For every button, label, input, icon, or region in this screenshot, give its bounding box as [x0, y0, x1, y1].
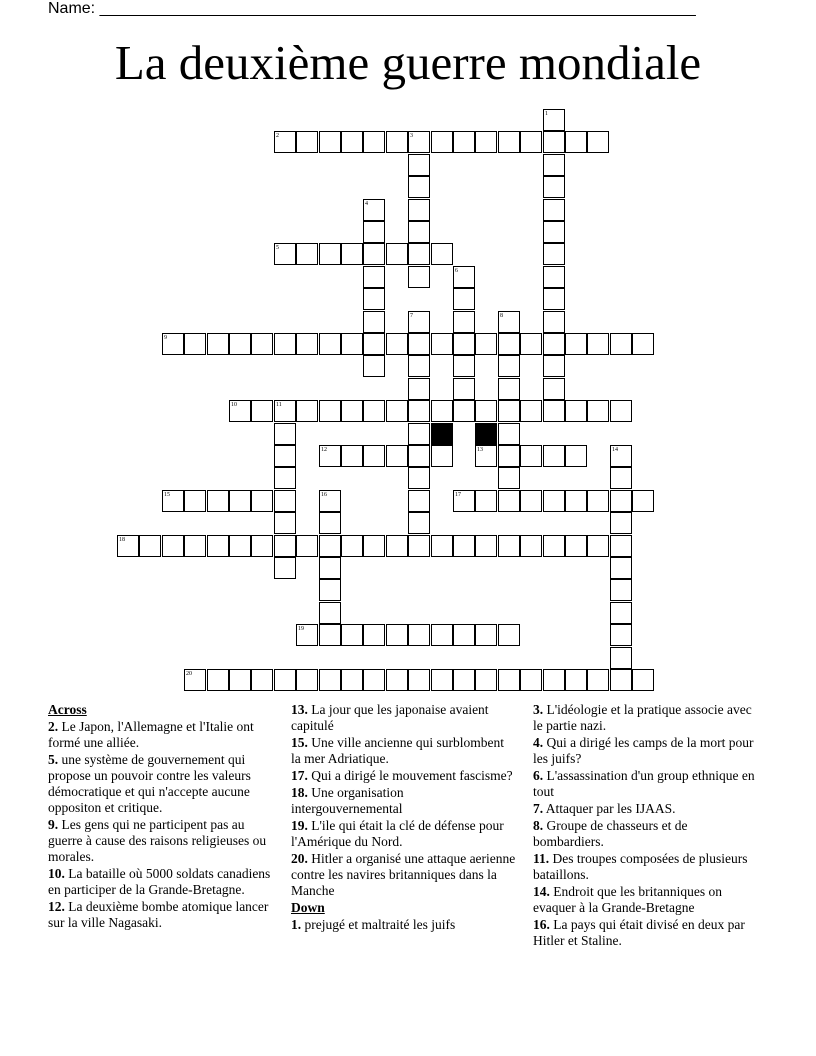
grid-cell[interactable]: [274, 467, 296, 489]
grid-cell[interactable]: [408, 221, 430, 243]
grid-cell[interactable]: [475, 669, 497, 691]
clue-number-17: 17: [455, 492, 461, 498]
grid-cell[interactable]: [341, 243, 363, 265]
grid-cell[interactable]: [610, 647, 632, 669]
grid-cell[interactable]: [610, 512, 632, 534]
across-clue-20: 20. Hitler a organisé une attaque aerienne contre les navires britanniques dans la Manche: [291, 851, 516, 898]
grid-cell[interactable]: [363, 243, 385, 265]
grid-cell[interactable]: [386, 400, 408, 422]
down-clue-3: 3. L'idéologie et la pratique associe avec le partie nazi.: [533, 702, 752, 733]
grid-cell[interactable]: [587, 333, 609, 355]
grid-cell[interactable]: [543, 288, 565, 310]
grid-cell[interactable]: [296, 243, 318, 265]
across-clue-9: 9. Les gens qui ne participent pas au guerre à cause des raisons religieuses ou morales.: [48, 817, 267, 864]
grid-cell[interactable]: [296, 535, 318, 557]
grid-cell[interactable]: [431, 333, 453, 355]
grid-cell[interactable]: [296, 669, 318, 691]
grid-cell[interactable]: [431, 131, 453, 153]
grid-cell[interactable]: [610, 669, 632, 691]
grid-cell[interactable]: [408, 423, 430, 445]
grid-cell[interactable]: [408, 154, 430, 176]
grid-cell[interactable]: [543, 221, 565, 243]
grid-cell[interactable]: [520, 400, 542, 422]
grid-cell[interactable]: [543, 669, 565, 691]
grid-cell[interactable]: [341, 535, 363, 557]
clues-column-3: [533, 702, 758, 950]
grid-cell[interactable]: [498, 378, 520, 400]
grid-cell[interactable]: [363, 535, 385, 557]
grid-cell[interactable]: [363, 221, 385, 243]
grid-cell[interactable]: [363, 669, 385, 691]
grid-cell[interactable]: [543, 333, 565, 355]
grid-cell[interactable]: [543, 176, 565, 198]
clue-number-7: 7: [410, 313, 413, 319]
grid-cell[interactable]: [498, 131, 520, 153]
clue-number-8: 8: [500, 313, 503, 319]
grid-cell[interactable]: [610, 624, 632, 646]
grid-cell[interactable]: [565, 535, 587, 557]
grid-cell[interactable]: [386, 669, 408, 691]
grid-cell[interactable]: [498, 490, 520, 512]
grid-cell[interactable]: [251, 669, 273, 691]
grid-cell[interactable]: [543, 154, 565, 176]
grid-cell[interactable]: [251, 490, 273, 512]
grid-cell[interactable]: [207, 669, 229, 691]
down-clue-4: 4. Qui a dirigé les camps de la mort pour les juifs?: [533, 735, 754, 766]
grid-cell[interactable]: [408, 378, 430, 400]
grid-cell[interactable]: [498, 423, 520, 445]
grid-cell[interactable]: [543, 535, 565, 557]
grid-cell[interactable]: [475, 624, 497, 646]
grid-cell[interactable]: [587, 669, 609, 691]
grid-cell[interactable]: [408, 176, 430, 198]
clue-number-9: 9: [164, 335, 167, 341]
grid-cell[interactable]: [319, 669, 341, 691]
grid-cell[interactable]: [319, 512, 341, 534]
grid-cell[interactable]: [207, 490, 229, 512]
grid-cell[interactable]: [319, 535, 341, 557]
across-clue-19: 19. L'ile qui était la clé de défense pour l'Amérique du Nord.: [291, 818, 504, 849]
across-clue-5: 5. une système de gouvernement qui propose un pouvoir contre les valeurs démocratique et qui n'accepte aucune oppositon et critique.: [48, 752, 251, 815]
grid-cell[interactable]: [520, 333, 542, 355]
black-square: [431, 423, 453, 445]
grid-cell[interactable]: [408, 535, 430, 557]
grid-cell[interactable]: [610, 535, 632, 557]
grid-cell[interactable]: [408, 243, 430, 265]
grid-cell[interactable]: [363, 266, 385, 288]
clue-number-16: 16: [321, 492, 327, 498]
grid-cell[interactable]: [453, 535, 475, 557]
grid-cell[interactable]: [543, 378, 565, 400]
grid-cell[interactable]: [543, 266, 565, 288]
grid-cell[interactable]: [274, 445, 296, 467]
down-clue-11: 11. Des troupes composées de plusieurs bataillons.: [533, 851, 748, 882]
grid-cell[interactable]: [543, 311, 565, 333]
grid-cell[interactable]: [498, 355, 520, 377]
grid-cell[interactable]: [386, 243, 408, 265]
down-clue-14: 14. Endroit que les britanniques on evaquer à la Grande-Bretagne: [533, 884, 722, 915]
grid-cell[interactable]: [408, 400, 430, 422]
grid-cell[interactable]: [453, 288, 475, 310]
grid-cell[interactable]: [565, 333, 587, 355]
grid-cell[interactable]: [207, 333, 229, 355]
grid-cell[interactable]: [319, 333, 341, 355]
grid-cell[interactable]: [341, 445, 363, 467]
grid-cell[interactable]: [319, 557, 341, 579]
grid-cell[interactable]: [543, 131, 565, 153]
grid-cell[interactable]: [475, 333, 497, 355]
grid-cell[interactable]: [274, 535, 296, 557]
across-clue-10: 10. La bataille où 5000 soldats canadiens en participer de la Grande-Bretagne.: [48, 866, 271, 897]
grid-cell[interactable]: [543, 490, 565, 512]
grid-cell[interactable]: [408, 490, 430, 512]
grid-cell[interactable]: [565, 400, 587, 422]
grid-cell[interactable]: [274, 333, 296, 355]
across-clue-18: 18. Une organisation intergouvernemental: [291, 785, 404, 816]
grid-cell[interactable]: [632, 490, 654, 512]
grid-cell[interactable]: [520, 490, 542, 512]
grid-cell[interactable]: [453, 131, 475, 153]
grid-cell[interactable]: [319, 602, 341, 624]
grid-cell[interactable]: [610, 400, 632, 422]
grid-cell[interactable]: [475, 490, 497, 512]
grid-cell[interactable]: [363, 355, 385, 377]
grid-cell[interactable]: [363, 624, 385, 646]
grid-cell[interactable]: [363, 311, 385, 333]
clue-number-18: 18: [119, 537, 125, 543]
grid-cell[interactable]: [408, 333, 430, 355]
across-clue-13: 13. La jour que les japonaise avaient capitulé: [291, 702, 489, 733]
down-clue-16: 16. La pays qui était divisé en deux par Hitler et Staline.: [533, 917, 745, 948]
grid-cell[interactable]: [274, 512, 296, 534]
clue-number-10: 10: [231, 402, 237, 408]
grid-cell[interactable]: [587, 535, 609, 557]
grid-cell[interactable]: [184, 490, 206, 512]
grid-cell[interactable]: [453, 669, 475, 691]
grid-cell[interactable]: [498, 467, 520, 489]
grid-cell[interactable]: [229, 669, 251, 691]
clue-number-14: 14: [612, 447, 618, 453]
grid-cell[interactable]: [632, 333, 654, 355]
grid-cell[interactable]: [520, 535, 542, 557]
grid-cell[interactable]: [251, 333, 273, 355]
grid-cell[interactable]: [453, 400, 475, 422]
grid-cell[interactable]: [543, 243, 565, 265]
grid-cell[interactable]: [319, 624, 341, 646]
grid-cell[interactable]: [543, 445, 565, 467]
grid-cell[interactable]: [296, 333, 318, 355]
grid-cell[interactable]: [341, 400, 363, 422]
grid-cell[interactable]: [498, 535, 520, 557]
clue-number-11: 11: [276, 402, 282, 408]
grid-cell[interactable]: [229, 535, 251, 557]
grid-cell[interactable]: [319, 243, 341, 265]
grid-cell[interactable]: [498, 669, 520, 691]
down-clue-8: 8. Groupe de chasseurs et de bombardiers.: [533, 818, 688, 849]
grid-cell[interactable]: [431, 624, 453, 646]
clue-number-13: 13: [477, 447, 483, 453]
grid-cell[interactable]: [408, 266, 430, 288]
grid-cell[interactable]: [543, 199, 565, 221]
grid-cell[interactable]: [319, 400, 341, 422]
grid-cell[interactable]: [453, 333, 475, 355]
grid-cell[interactable]: [632, 669, 654, 691]
grid-cell[interactable]: [431, 400, 453, 422]
clue-number-19: 19: [298, 626, 304, 632]
grid-cell[interactable]: [363, 400, 385, 422]
grid-cell[interactable]: [610, 333, 632, 355]
grid-cell[interactable]: [498, 400, 520, 422]
clue-number-20: 20: [186, 671, 192, 677]
grid-cell[interactable]: [587, 131, 609, 153]
grid-cell[interactable]: [363, 288, 385, 310]
grid-cell[interactable]: [587, 490, 609, 512]
grid-cell[interactable]: [431, 669, 453, 691]
across-header: Across: [48, 702, 87, 717]
grid-cell[interactable]: [408, 355, 430, 377]
down-clue-7: 7. Attaquer par les IJAAS.: [533, 801, 676, 816]
grid-cell[interactable]: [543, 400, 565, 422]
grid-cell[interactable]: [543, 355, 565, 377]
grid-cell[interactable]: [408, 669, 430, 691]
grid-cell[interactable]: [475, 131, 497, 153]
grid-cell[interactable]: [610, 602, 632, 624]
grid-cell[interactable]: [475, 535, 497, 557]
grid-cell[interactable]: [475, 400, 497, 422]
across-clue-17: 17. Qui a dirigé le mouvement fascisme?: [291, 768, 513, 783]
grid-cell[interactable]: [274, 423, 296, 445]
black-square: [475, 423, 497, 445]
grid-cell[interactable]: [610, 490, 632, 512]
grid-cell[interactable]: [498, 445, 520, 467]
clues-column-1: [48, 702, 273, 932]
grid-cell[interactable]: [296, 400, 318, 422]
grid-cell[interactable]: [184, 333, 206, 355]
across-clue-15: 15. Une ville ancienne qui surblombent la mer Adriatique.: [291, 735, 504, 766]
grid-cell[interactable]: [139, 535, 161, 557]
grid-cell[interactable]: [251, 535, 273, 557]
grid-cell[interactable]: [453, 378, 475, 400]
grid-cell[interactable]: [386, 131, 408, 153]
clue-number-15: 15: [164, 492, 170, 498]
grid-cell[interactable]: [453, 311, 475, 333]
clue-number-5: 5: [276, 245, 279, 251]
grid-cell[interactable]: [431, 243, 453, 265]
grid-cell[interactable]: [229, 490, 251, 512]
down-header: Down: [291, 900, 325, 915]
grid-cell[interactable]: [520, 131, 542, 153]
grid-cell[interactable]: [363, 131, 385, 153]
grid-cell[interactable]: [162, 535, 184, 557]
grid-cell[interactable]: [610, 579, 632, 601]
grid-cell[interactable]: [386, 624, 408, 646]
grid-cell[interactable]: [319, 131, 341, 153]
grid-cell[interactable]: [296, 131, 318, 153]
grid-cell[interactable]: [408, 512, 430, 534]
grid-cell[interactable]: [565, 669, 587, 691]
grid-cell[interactable]: [363, 333, 385, 355]
grid-cell[interactable]: [565, 131, 587, 153]
grid-cell[interactable]: [408, 467, 430, 489]
grid-cell[interactable]: [184, 535, 206, 557]
grid-cell[interactable]: [408, 624, 430, 646]
grid-cell[interactable]: [363, 445, 385, 467]
grid-cell[interactable]: [386, 535, 408, 557]
grid-cell[interactable]: [587, 400, 609, 422]
grid-cell[interactable]: [274, 557, 296, 579]
down-clue-6: 6. L'assassination d'un group ethnique en tout: [533, 768, 755, 799]
clues-column-2: [291, 702, 516, 934]
grid-cell[interactable]: [386, 445, 408, 467]
clue-number-1: 1: [545, 111, 548, 117]
grid-cell[interactable]: [341, 669, 363, 691]
grid-cell[interactable]: [408, 199, 430, 221]
grid-cell[interactable]: [520, 669, 542, 691]
grid-cell[interactable]: [341, 333, 363, 355]
grid-cell[interactable]: [251, 400, 273, 422]
grid-cell[interactable]: [431, 445, 453, 467]
clue-number-4: 4: [365, 201, 368, 207]
grid-cell[interactable]: [498, 624, 520, 646]
grid-cell[interactable]: [341, 131, 363, 153]
grid-cell[interactable]: [229, 333, 251, 355]
clue-number-6: 6: [455, 268, 458, 274]
grid-cell[interactable]: [207, 535, 229, 557]
grid-cell[interactable]: [565, 445, 587, 467]
grid-cell[interactable]: [520, 445, 542, 467]
across-clue-2: 2. Le Japon, l'Allemagne et l'Italie ont formé une alliée.: [48, 719, 254, 750]
grid-cell[interactable]: [274, 669, 296, 691]
grid-cell[interactable]: [453, 624, 475, 646]
clue-number-3: 3: [410, 133, 413, 139]
grid-cell[interactable]: [408, 445, 430, 467]
grid-cell[interactable]: [274, 490, 296, 512]
grid-cell[interactable]: [498, 333, 520, 355]
grid-cell[interactable]: [453, 355, 475, 377]
clue-number-12: 12: [321, 447, 327, 453]
clue-number-2: 2: [276, 133, 279, 139]
grid-cell[interactable]: [431, 535, 453, 557]
grid-cell[interactable]: [565, 490, 587, 512]
across-clue-12: 12. La deuxième bombe atomique lancer sur la ville Nagasaki.: [48, 899, 269, 930]
grid-cell[interactable]: [610, 557, 632, 579]
grid-cell[interactable]: [386, 333, 408, 355]
grid-cell[interactable]: [610, 467, 632, 489]
down-clue-1: 1. prejugé et maltraité les juifs: [291, 917, 456, 932]
grid-cell[interactable]: [341, 624, 363, 646]
name-line: Name: ___________________________________________________________________: [48, 0, 696, 17]
grid-cell[interactable]: [319, 579, 341, 601]
puzzle-title: La deuxième guerre mondiale: [114, 35, 702, 90]
